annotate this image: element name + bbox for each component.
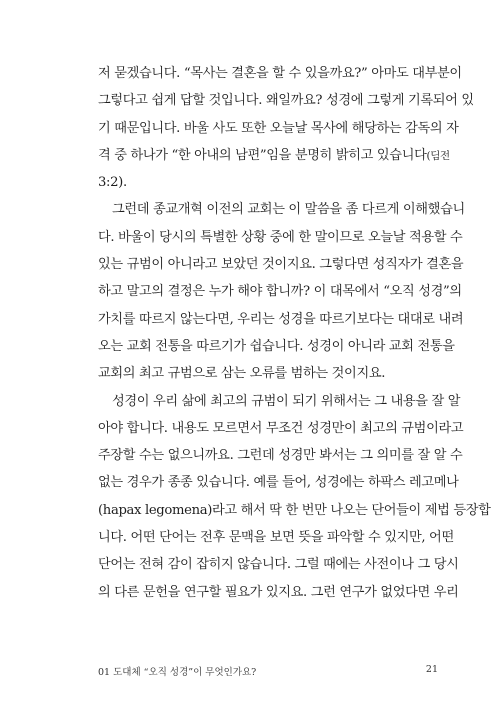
text-line-main: 격 중 하나가 “한 아내의 남편”임을 분명히 밝히고 있습니다 [98,147,427,163]
text-line: 니다. 어떤 단어는 전후 문맥을 보면 뜻을 파악할 수 있지만, 어떤 [98,530,454,546]
text-line: 3:2). [98,175,127,191]
text-line-paragraph-start: 성경이 우리 삶에 최고의 규범이 되기 위해서는 그 내용을 잘 알 [112,393,461,409]
text-line: 그렇다고 쉽게 답할 것입니다. 왜일까요? 성경에 그렇게 기록되어 있 [98,93,474,109]
text-line: 하고 말고의 결정은 누가 해야 합니까? 이 대목에서 “오직 성경”의 [98,284,462,300]
text-line: 오는 교회 전통을 따르기가 쉽습니다. 성경이 아니라 교회 전통을 [98,338,455,354]
page-footer [98,664,438,680]
text-line: 의 다른 문헌을 연구할 필요가 있지요. 그런 연구가 없었다면 우리 [98,584,459,600]
text-line: 저 묻겠습니다. “목사는 결혼을 할 수 있을까요?” 아마도 대부분이 [98,66,462,81]
text-line-paragraph-start: 그런데 종교개혁 이전의 교회는 이 말씀을 좀 다르게 이해했습니 [112,202,465,218]
text-line: 다. 바울이 당시의 특별한 상황 중에 한 말이므로 오늘날 적용할 수 [98,229,463,245]
body-text [98,60,491,606]
text-line: 가치를 따르지 않는다면, 우리는 성경을 따르기보다는 대대로 내려 [98,311,464,327]
page-number: 21 [425,664,438,675]
text-line: 없는 경우가 종종 있습니다. 예를 들어, 성경에는 하팍스 레고메나 [98,475,459,491]
text-line: 주장할 수는 없으니까요. 그런데 성경만 봐서는 그 의미를 잘 알 수 [98,448,463,464]
text-line: 있는 규범이 아니라고 보았던 것이지요. 그렇다면 성직자가 결혼을 [98,257,464,273]
citation: (딤전 [426,149,450,162]
text-line: 단어는 전혀 감이 잡히지 않습니다. 그럴 때에는 사전이나 그 당시 [98,557,459,573]
running-head: 01 도대체 “오직 성경”이 무엇인가요? [98,667,257,678]
text-line: 아야 합니다. 내용도 모르면서 무조건 성경만이 최고의 규범이라고 [98,420,464,436]
text-line: 교회의 최고 규범으로 삼는 오류를 범하는 것이지요. [98,366,386,382]
text-line: 기 때문입니다. 바울 사도 또한 오늘날 목사에 해당하는 감독의 자 [98,120,459,136]
text-line: (hapax legomena)라고 해서 딱 한 번만 나오는 단어들이 제법 등장합 [98,502,491,518]
text-line [98,142,450,169]
